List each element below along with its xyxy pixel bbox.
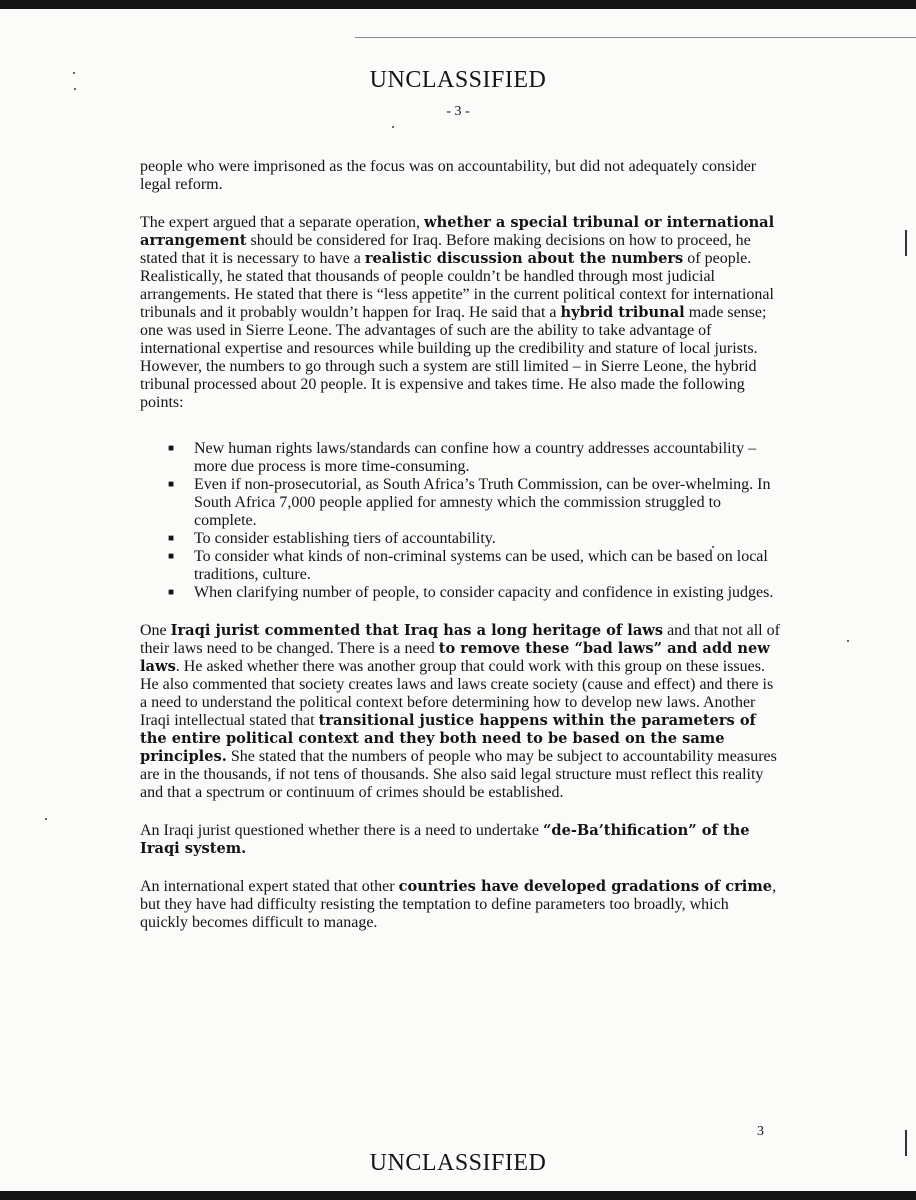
classification-marking-top: UNCLASSIFIED (369, 67, 547, 93)
square-bullet-icon: ■ (168, 551, 175, 562)
paragraph-1: people who were imprisoned as the focus was on accountability, but did not adequately consider legal reform. (140, 158, 757, 193)
bold-phrase: realistic discussion about the numbers (364, 250, 684, 267)
paragraph-4: An Iraqi jurist questioned whether there is a need to undertake “de-Ba’thification” of the Iraqi system. (140, 822, 750, 857)
page-label: - 3 - (446, 104, 470, 119)
scan-speck (847, 640, 849, 642)
bold-phrase: “de-Ba’thification” of the Iraqi system. (140, 822, 750, 857)
bold-phrase: whether a special tribunal or international arrangement (140, 214, 775, 249)
list-item: ■ To consider what kinds of non-criminal systems can be used, which can be based on local traditions, culture. (168, 548, 768, 583)
margin-mark (905, 230, 907, 256)
scan-speck (392, 126, 394, 128)
square-bullet-icon: ■ (168, 443, 175, 454)
paragraph-2: The expert argued that a separate operation, whether a special tribunal or international arrangement should be considered for Iraq. Before making decisions on how to proceed, he stated that it is necessary to have a realistic discussion about the numbers of people. Realistically, he stated that thousands of people couldn’t be handled through most judicial arrangements. He stated that there is “less appetite” in the current political context for international tribunals and it probably wouldn’t happen for Iraq. He said that a hybrid tribunal made sense; one was used in Sierre Leone. The advantages of such are the ability to take advantage of international expertise and resources while building up the credibility and stature of local jurists. However, the numbers to go through such a system are still limited – in Sierre Leone, the hybrid tribunal processed about 20 people. It is expensive and takes time. He also made the following points: (140, 214, 775, 411)
bold-phrase: countries have developed gradations of crime (398, 878, 773, 895)
scan-speck (45, 818, 47, 820)
header-rule (355, 37, 916, 38)
classification-marking-bottom: UNCLASSIFIED (369, 1150, 547, 1176)
bold-phrase: hybrid tribunal (560, 304, 685, 321)
top-scan-border (0, 0, 916, 9)
list-item: ■ New human rights laws/standards can confine how a country addresses accountability – more due process is more time-consuming. (168, 440, 757, 475)
points-list (168, 440, 780, 602)
square-bullet-icon: ■ (168, 587, 175, 598)
list-item: ■ When clarifying number of people, to consider capacity and confidence in existing judges. (168, 584, 774, 601)
bold-phrase: to remove these “bad laws” and add new laws (140, 640, 770, 675)
bold-phrase: transitional justice happens within the parameters of the entire political context and they both need to be based on the same principles. (140, 712, 756, 765)
square-bullet-icon: ■ (168, 533, 175, 544)
bold-phrase: Iraqi jurist commented that Iraq has a long heritage of laws (170, 622, 664, 639)
document-body (140, 158, 780, 952)
list-item: ■ Even if non-prosecutorial, as South Africa’s Truth Commission, can be over-whelming. In South Africa 7,000 people applied for amnesty which the commission struggled to complete. (168, 476, 771, 529)
list-item: ■ To consider establishing tiers of accountability. (168, 530, 496, 547)
paragraph-5: An international expert stated that other countries have developed gradations of crime, but they have had difficulty resisting the temptation to define parameters too broadly, which quickly becomes difficult to manage. (140, 878, 777, 931)
square-bullet-icon: ■ (168, 479, 175, 490)
page-number: 3 (757, 1124, 764, 1139)
paragraph-3: One Iraqi jurist commented that Iraq has a long heritage of laws and that not all of their laws need to be changed. There is a need to remove these “bad laws” and add new laws. He asked whether there was another group that could work with this group on these issues. He also commented that society creates laws and laws create society (cause and effect) and there is a need to understand the political context before determining how to develop new laws. Another Iraqi intellectual stated that transitional justice happens within the parameters of the entire political context and they both need to be based on the same principles. She stated that the numbers of people who may be subject to accountability measures are in the thousands, if not tens of thousands. She also said legal structure must reflect this reality and that a spectrum or continuum of crimes should be established. (140, 622, 780, 801)
bottom-scan-border (0, 1191, 916, 1200)
